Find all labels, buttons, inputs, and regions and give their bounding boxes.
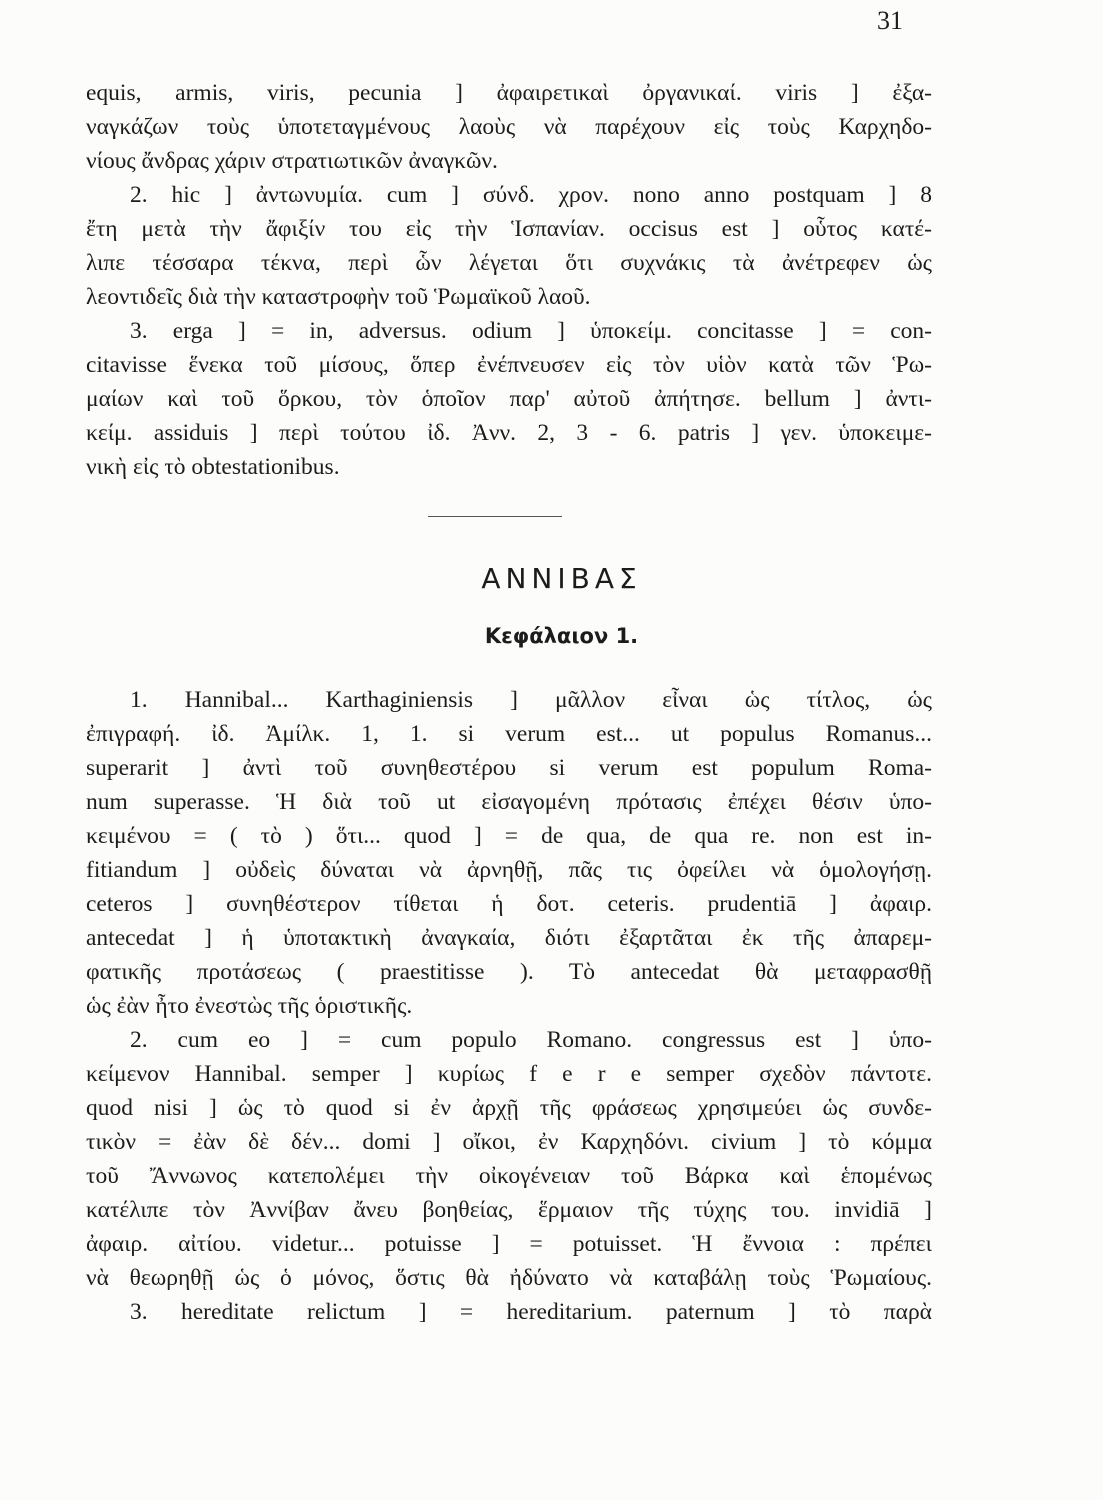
- text-line: τοῦ Ἄννωνος κατεπολέμει τὴν οἰκογένειαν τοῦ Βάρκα καὶ ἑπομένως: [86, 1163, 932, 1189]
- text-line: 3. hereditate relictum ] = hereditarium. paternum ] τὸ παρὰ: [130, 1299, 932, 1325]
- text-line: κείμ. assiduis ] περὶ τούτου ἰδ. Ἀνν. 2, 3 - 6. patris ] γεν. ὑποκειμε-: [86, 420, 932, 446]
- chapter-heading: Κεφάλαιον 1.: [484, 624, 639, 648]
- text-line: 1. Hannibal... Karthaginiensis ] μᾶλλον εἶναι ὡς τίτλος, ὡς: [130, 687, 932, 713]
- text-line: quod nisi ] ὡς τὸ quod si ἐν ἀρχῇ τῆς φράσεως χρησιμεύει ὡς συνδε-: [86, 1095, 932, 1121]
- text-line: ὡς ἐὰν ἦτο ἐνεστὼς τῆς ὁριστικῆς.: [86, 993, 413, 1019]
- section-title: ΑΝΝΙΒΑΣ: [481, 562, 642, 595]
- text-line: equis, armis, viris, pecunia ] ἀφαιρετικαὶ ὀργανικαί. viris ] ἐξα-: [86, 80, 932, 106]
- page-number: 31: [877, 6, 903, 35]
- text-line: νὰ θεωρηθῇ ὡς ὁ μόνος, ὅστις θὰ ἠδύνατο νὰ καταβάλῃ τοὺς Ῥωμαίους.: [86, 1265, 932, 1291]
- text-line: fitiandum ] οὐδεὶς δύναται νὰ ἀρνηθῇ, πᾶς τις ὀφείλει νὰ ὁμολογήσῃ.: [86, 857, 932, 883]
- text-line: ἀφαιρ. αἰτίου. videtur... potuisse ] = potuisset. Ἡ ἔννοια : πρέπει: [86, 1231, 932, 1257]
- text-line: λιπε τέσσαρα τέκνα, περὶ ὧν λέγεται ὅτι συχνάκις τὰ ἀνέτρεφεν ὡς: [86, 250, 932, 276]
- text-line: λεοντιδεῖς διὰ τὴν καταστροφὴν τοῦ Ῥωμαϊκοῦ λαοῦ.: [86, 284, 591, 310]
- text-line: 2. hic ] ἀντωνυμία. cum ] σύνδ. χρον. nono anno postquam ] 8: [130, 182, 932, 208]
- commentary-notes-chapter-1: [86, 683, 932, 1329]
- text-line: citavisse ἕνεκα τοῦ μίσους, ὅπερ ἐνέπνευσεν εἰς τὸν υἱὸν κατὰ τῶν Ῥω-: [86, 352, 932, 378]
- text-line: κειμένου = ( τὸ ) ὅτι... quod ] = de qua, de qua re. non est in-: [86, 823, 932, 849]
- text-line: νικὴ εἰς τὸ obtestationibus.: [86, 454, 340, 480]
- text-line: num superasse. Ἡ διὰ τοῦ ut εἰσαγομένη πρότασις ἐπέχει θέσιν ὑπο-: [86, 789, 932, 815]
- text-line: κείμενον Hannibal. semper ] κυρίως f e r e semper σχεδὸν πάντοτε.: [86, 1061, 932, 1087]
- text-line: ναγκάζων τοὺς ὑποτεταγμένους λαοὺς νὰ παρέχουν εἰς τοὺς Καρχηδο-: [86, 114, 932, 140]
- text-line: 2. cum eo ] = cum populo Romano. congressus est ] ὑπο-: [130, 1027, 932, 1053]
- text-line: antecedat ] ἡ ὑποτακτικὴ ἀναγκαία, διότι ἐξαρτᾶται ἐκ τῆς ἀπαρεμ-: [86, 925, 932, 951]
- text-line: ἐπιγραφή. ἰδ. Ἀμίλκ. 1, 1. si verum est... ut populus Romanus...: [86, 721, 932, 747]
- text-line: νίους ἄνδρας χάριν στρατιωτικῶν ἀναγκῶν.: [86, 148, 498, 174]
- text-line: ἔτη μετὰ τὴν ἄφιξίν του εἰς τὴν Ἱσπανίαν. occisus est ] οὗτος κατέ-: [86, 216, 932, 242]
- text-line: κατέλιπε τὸν Ἀννίβαν ἄνευ βοηθείας, ἕρμαιον τῆς τύχης του. invidiā ]: [86, 1197, 932, 1223]
- commentary-notes-top: [86, 76, 932, 484]
- section-divider: [428, 516, 562, 517]
- text-line: ceteros ] συνηθέστερον τίθεται ἡ δοτ. ceteris. prudentiā ] ἀφαιρ.: [86, 891, 932, 917]
- text-line: φατικῆς προτάσεως ( praestitisse ). Τὸ antecedat θὰ μεταφρασθῇ: [86, 959, 932, 985]
- text-line: μαίων καὶ τοῦ ὅρκου, τὸν ὁποῖον παρ' αὐτοῦ ἀπήτησε. bellum ] ἀντι-: [86, 386, 932, 412]
- text-line: superarit ] ἀντὶ τοῦ συνηθεστέρου si verum est populum Roma-: [86, 755, 932, 781]
- text-line: τικὸν = ἐὰν δὲ δέν... domi ] οἴκοι, ἐν Καρχηδόνι. civium ] τὸ κόμμα: [86, 1129, 932, 1155]
- text-line: 3. erga ] = in, adversus. odium ] ὑποκείμ. concitasse ] = con-: [130, 318, 932, 344]
